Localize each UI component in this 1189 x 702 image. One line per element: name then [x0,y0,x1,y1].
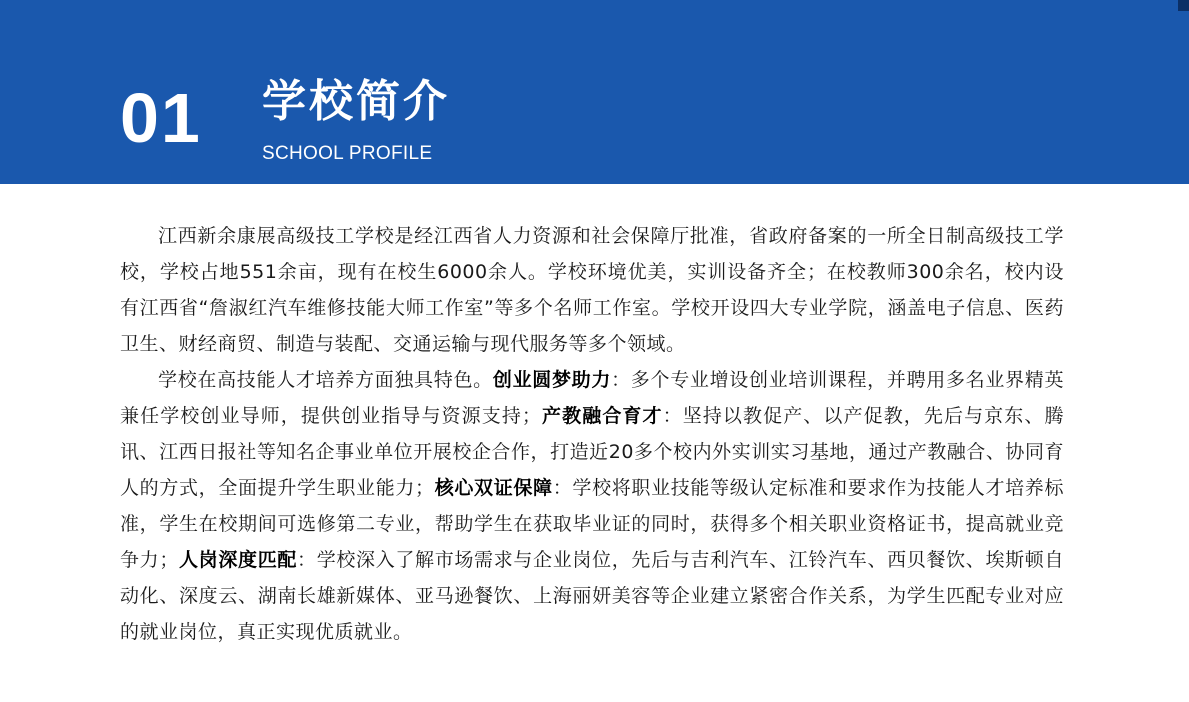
corner-mark [1178,0,1189,11]
paragraph-school-overview: 江西新余康展高级技工学校是经江西省人力资源和社会保障厅批准，省政府备案的一所全日制高级技工学校，学校占地551余亩，现有在校生6000余人。学校环境优美，实训设备齐全；在校教师300余名，校内设有江西省“詹淑红汽车维修技能大师工作室”等多个名师工作室。学校开设四大专业学院，涵盖电子信息、医药卫生、财经商贸、制造与装配、交通运输与现代服务等多个领域。 [120,225,1064,355]
section-subtitle: SCHOOL PROFILE [262,143,433,164]
feature-dual-certificate-text: ：学校将职业技能等级认定标准和要求作为技能人才培养标准，学生在校期间可选修第二专业，帮助学生在获取毕业证的同时，获得多个相关职业资格证书，提高就业竞争力； [120,477,1064,571]
feature-industry-education-title: 产教融合育才 [541,405,663,427]
section-title: 学校简介 [262,76,450,127]
paragraph-school-features [120,362,1064,650]
feature-entrepreneurship-text: ：多个专业增设创业培训课程，并聘用多名业界精英兼任学校创业导师，提供创业指导与资源支持； [120,369,1064,427]
section-number: 01 [120,79,202,157]
features-intro: 学校在高技能人才培养方面独具特色。 [158,369,493,391]
section-header-banner [0,0,1189,184]
feature-entrepreneurship-title: 创业圆梦助力 [492,369,612,391]
feature-industry-education-text: ：坚持以教促产、以产促教，先后与京东、腾讯、江西日报社等知名企事业单位开展校企合作，打造近20多个校内外实训实习基地，通过产教融合、协同育人的方式，全面提升学生职业能力； [120,405,1064,499]
feature-dual-certificate-title: 核心双证保障 [434,477,553,499]
feature-job-matching-title: 人岗深度匹配 [178,549,298,571]
feature-job-matching-text: ：学校深入了解市场需求与企业岗位，先后与吉利汽车、江铃汽车、西贝餐饮、埃斯顿自动化、深度云、湖南长雄新媒体、亚马逊餐饮、上海丽妍美容等企业建立紧密合作关系，为学生匹配专业对应的就业岗位，真正实现优质就业。 [120,549,1064,643]
article-body [120,218,1064,650]
